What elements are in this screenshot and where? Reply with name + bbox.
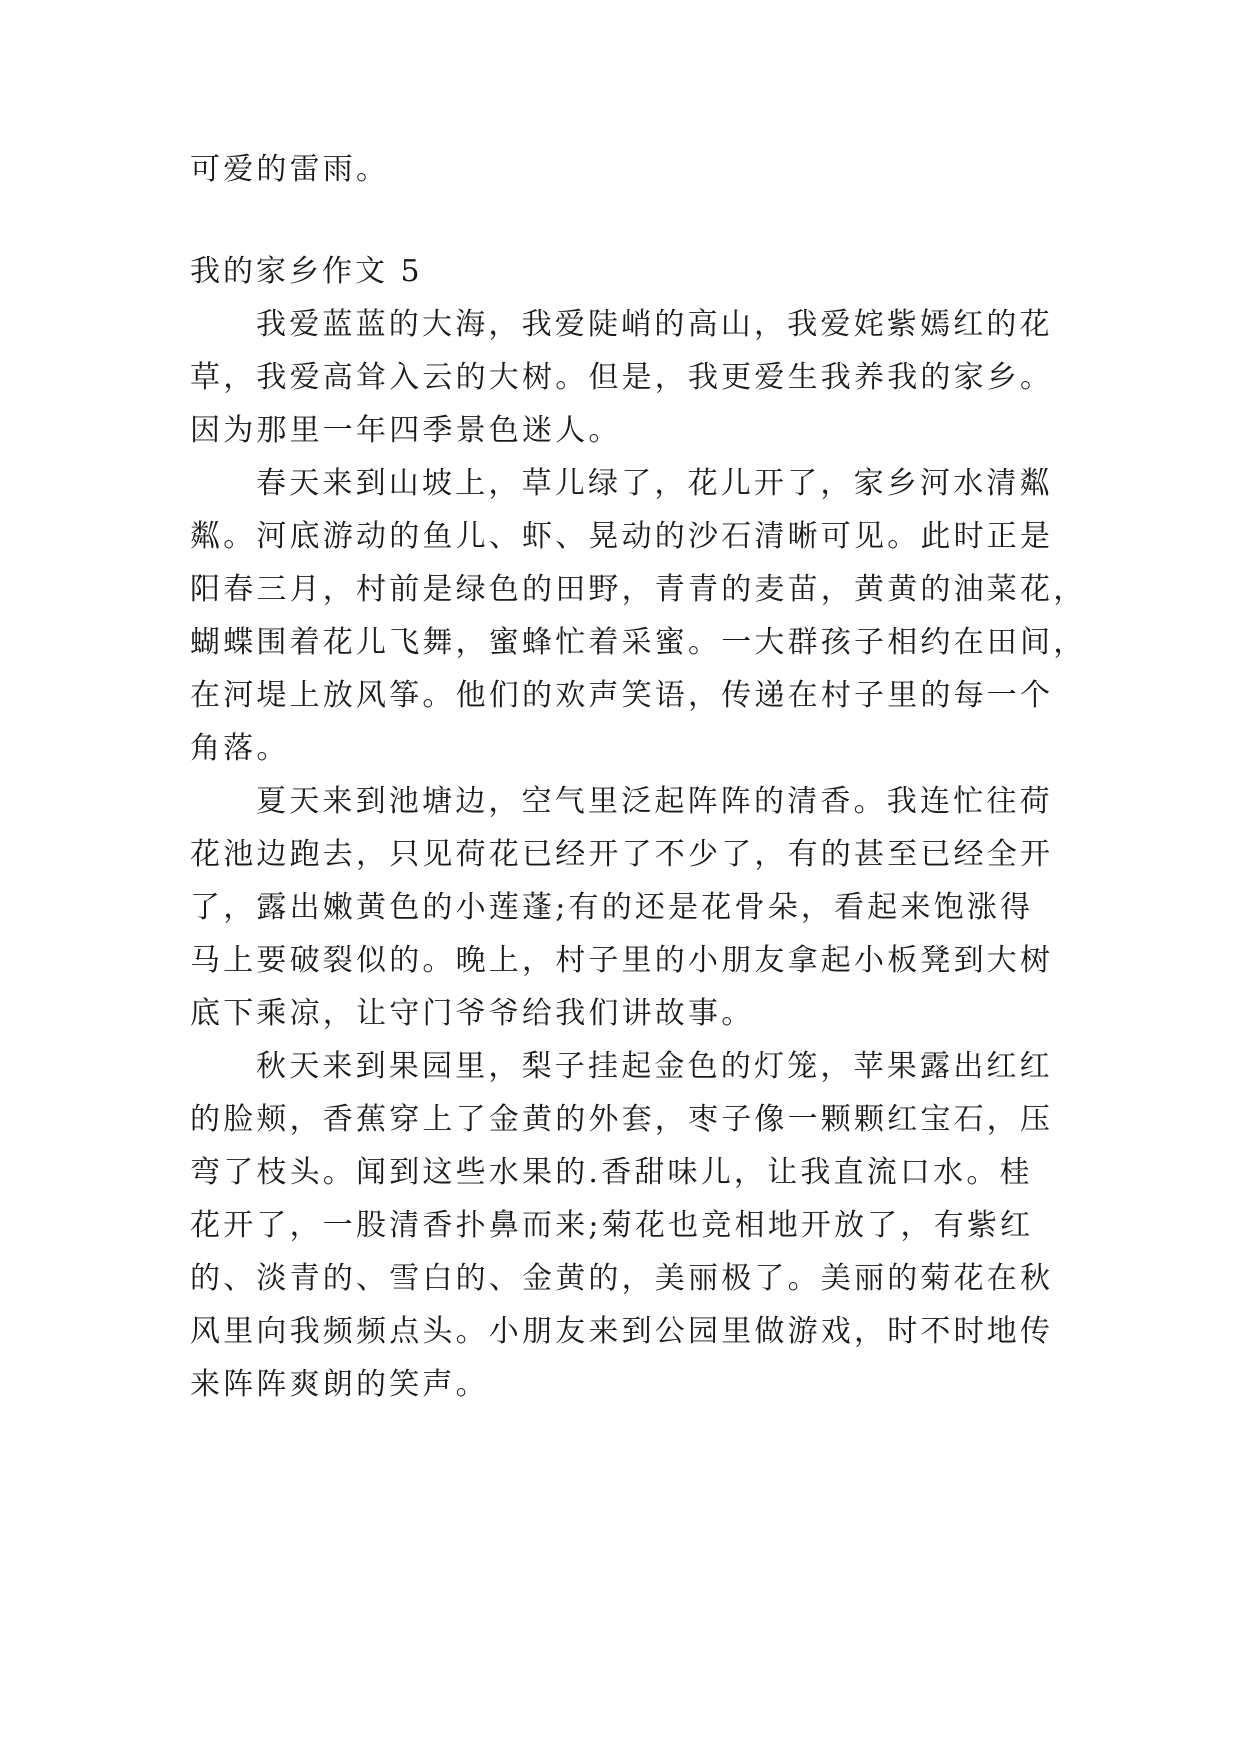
text-line: 的脸颊，香蕉穿上了金黄的外套，枣子像一颗颗红宝石，压	[190, 1102, 1054, 1137]
text-line: 阳春三月，村前是绿色的田野，青青的麦苗，黄黄的油菜花，	[190, 572, 1087, 607]
text-line: 了，露出嫩黄色的小莲蓬;有的还是花骨朵，看起来饱涨得	[190, 890, 1034, 925]
text-line: 我爱蓝蓝的大海，我爱陡峭的高山，我爱姹紫嫣红的花	[256, 307, 1053, 342]
text-line: 秋天来到果园里，梨子挂起金色的灯笼，苹果露出红红	[256, 1049, 1053, 1084]
text-line: 弯了枝头。闻到这些水果的.香甜味儿，让我直流口水。桂	[190, 1155, 1033, 1190]
text-line: 夏天来到池塘边，空气里泛起阵阵的清香。我连忙往荷	[256, 784, 1053, 819]
text-line: 马上要破裂似的。晚上，村子里的小朋友拿起小板凳到大树	[190, 943, 1054, 978]
text-line: 蝴蝶围着花儿飞舞，蜜蜂忙着采蜜。一大群孩子相约在田间，	[190, 625, 1087, 660]
text-line: 底下乘凉，让守门爷爷给我们讲故事。	[190, 996, 755, 1031]
text-line: 风里向我频频点头。小朋友来到公园里做游戏，时不时地传	[190, 1314, 1054, 1349]
text-line: 花池边跑去，只见荷花已经开了不少了，有的甚至已经全开	[190, 837, 1054, 872]
text-line: 的、淡青的、雪白的、金黄的，美丽极了。美丽的菊花在秋	[190, 1261, 1054, 1296]
text-line: 在河堤上放风筝。他们的欢声笑语，传递在村子里的每一个	[190, 678, 1054, 713]
text-line: 因为那里一年四季景色迷人。	[190, 413, 622, 448]
text-line: 草，我爱高耸入云的大树。但是，我更爱生我养我的家乡。	[190, 360, 1054, 395]
text-line: 粼。河底游动的鱼儿、虾、晃动的沙石清晰可见。此时正是	[190, 519, 1054, 554]
text-line: 花开了，一股清香扑鼻而来;菊花也竞相地开放了，有紫红	[190, 1208, 1034, 1243]
text-line: 春天来到山坡上，草儿绿了，花儿开了，家乡河水清粼	[256, 466, 1053, 501]
text-line: 来阵阵爽朗的笑声。	[190, 1367, 489, 1402]
section-heading: 我的家乡作文 5	[190, 254, 423, 289]
text-line: 可爱的雷雨。	[190, 152, 390, 187]
text-line: 角落。	[190, 731, 290, 766]
